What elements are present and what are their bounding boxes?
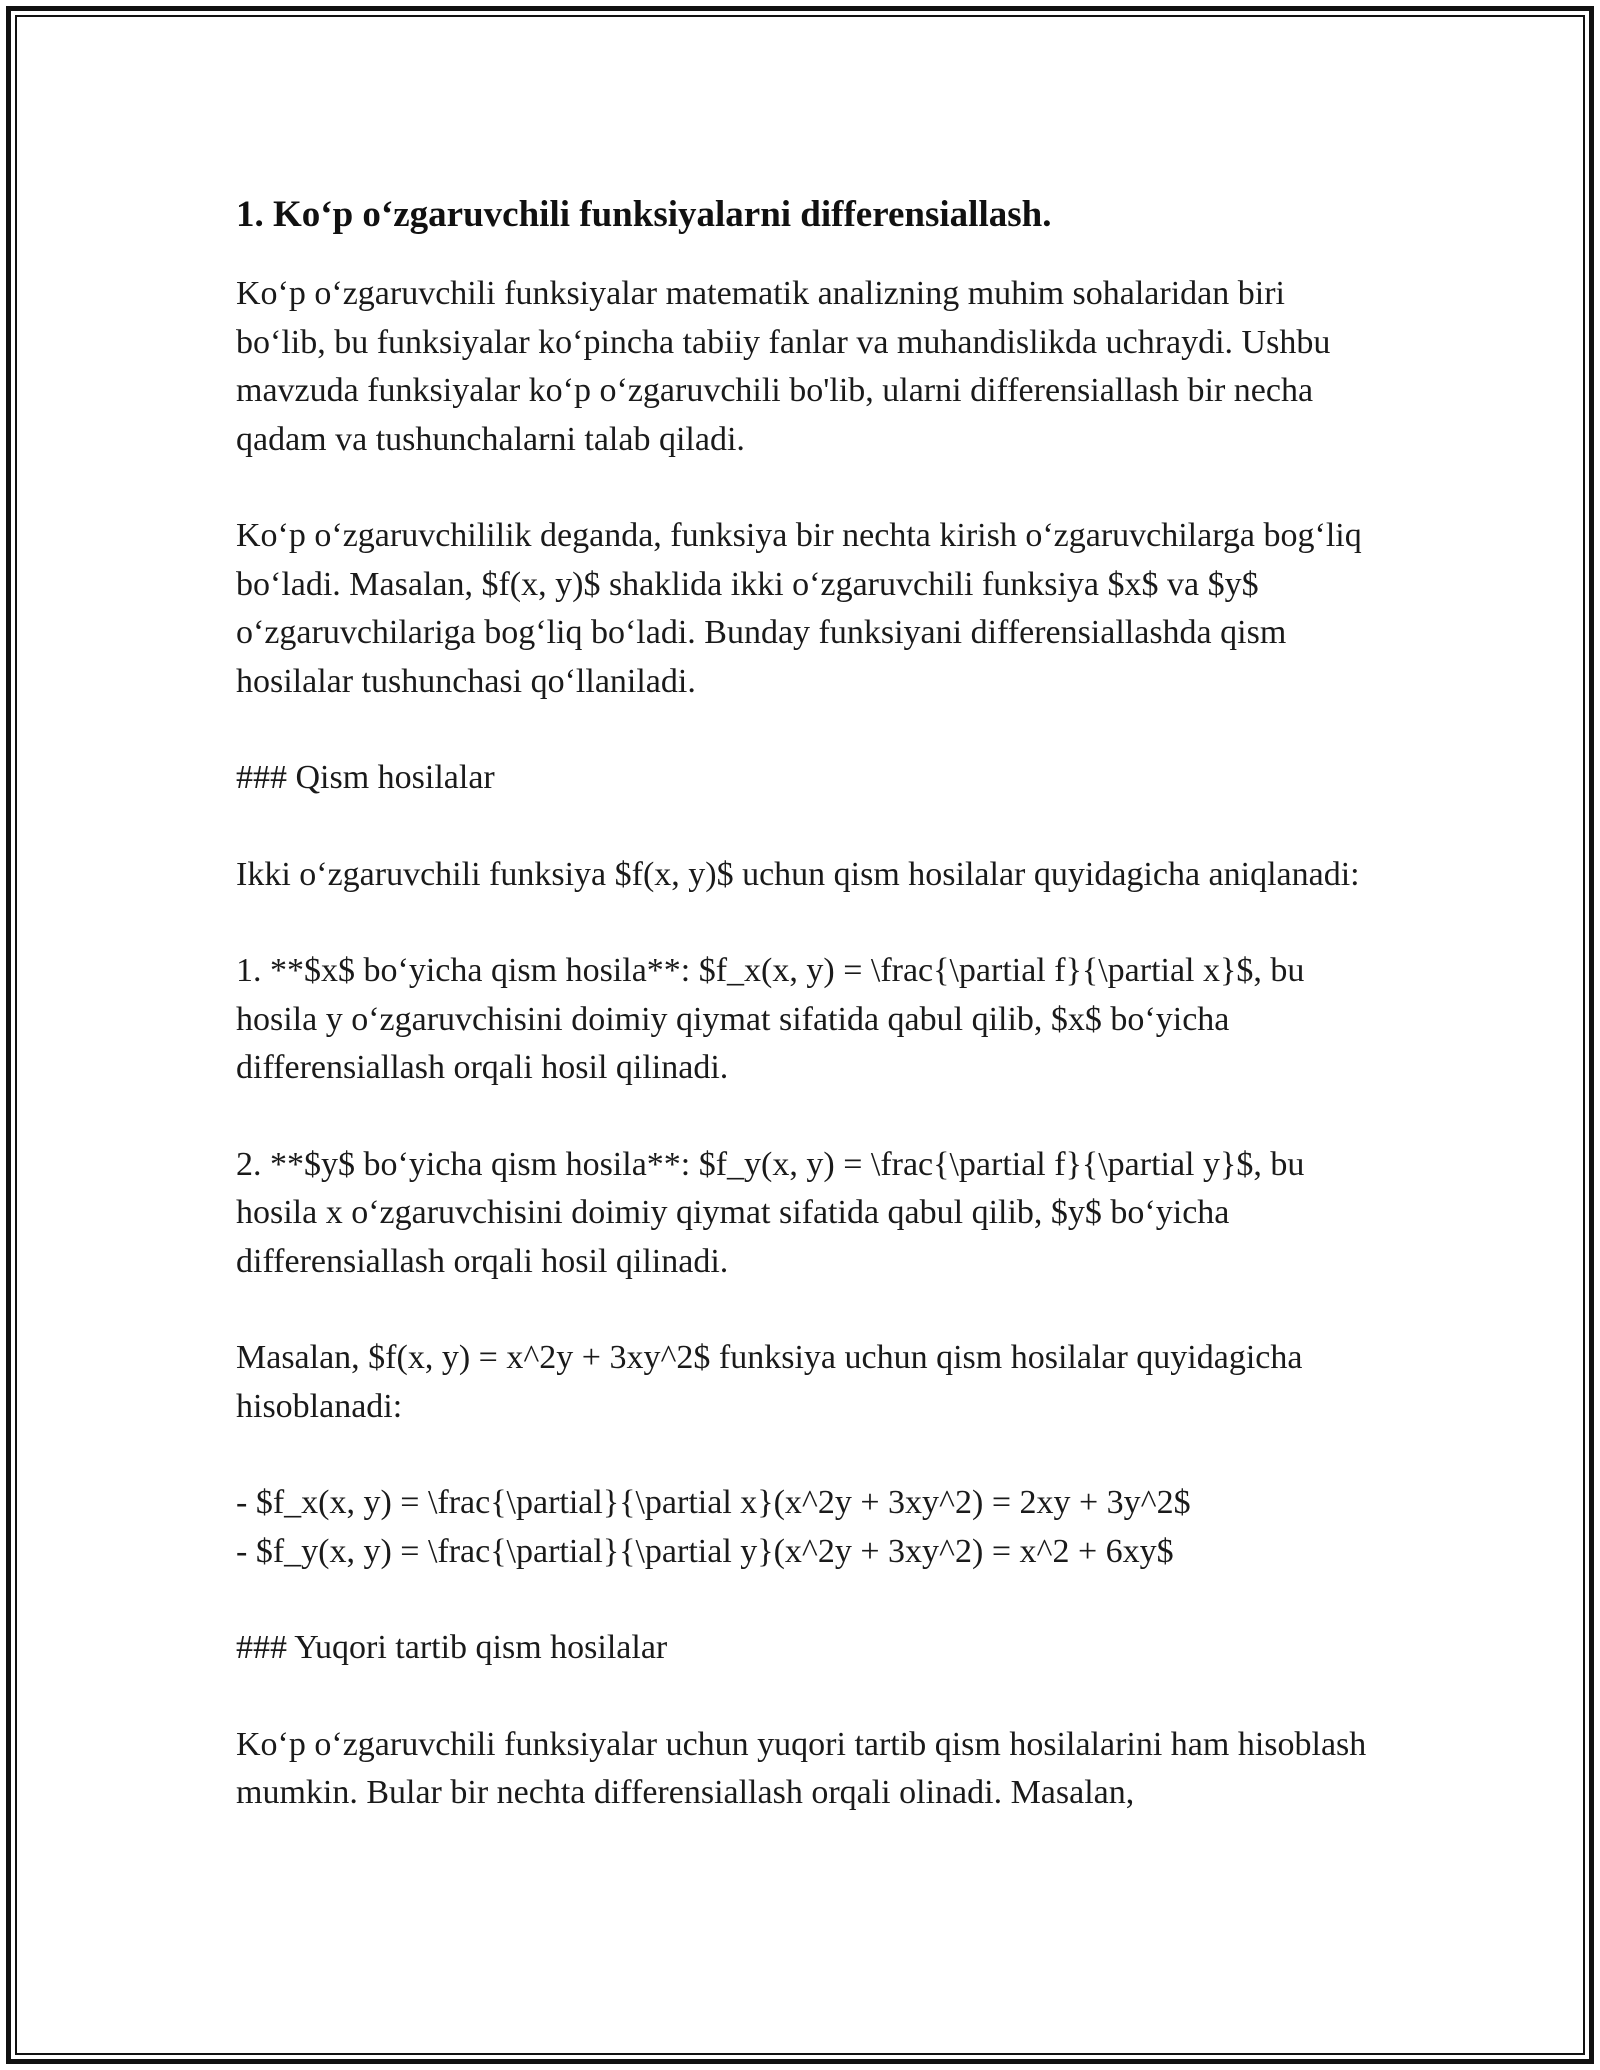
heading-higher-order: ### Yuqori tartib qism hosilalar — [236, 1629, 668, 1666]
heading-partial-derivatives: ### Qism hosilalar — [236, 759, 495, 796]
paragraph-example: Masalan, $f(x, y) = x^2y + 3xy^2$ funksiya uchun qism hosilalar quyidagicha hisoblanadi: — [236, 1339, 1303, 1425]
example-formulas: - $f_x(x, y) = \frac{\partial}{\partial x}(x^2y + 3xy^2) = 2xy + 3y^2$ - $f_y(x, y) = \frac{\partial}{\partial y}(x^2y + 3xy^2) = x^2 + 6xy$ — [236, 1484, 1191, 1570]
paragraph-multivariable: Ko‘p o‘zgaruvchililik deganda, funksiya bir nechta kirish o‘zgaruvchilarga bog‘liq bo‘ladi. Masalan, $f(x, y)$ shaklida ikki o‘zgaruvchili funksiya $x$ va $y$ o‘zgaruvchilariga bog‘liq bo‘ladi. Bunday funksiyani differensiallashda qism hosilalar tushunchasi qo‘llaniladi. — [236, 517, 1362, 700]
document-body — [236, 186, 1376, 1818]
document-title: 1. Ko‘p o‘zgaruvchili funksiyalarni differensiallash. — [236, 194, 1052, 235]
list-item-x-partial: 1. **$x$ bo‘yicha qism hosila**: $f_x(x, y) = \frac{\partial f}{\partial x}$, bu hosila y o‘zgaruvchisini doimiy qiymat sifatida qabul qilib, $x$ bo‘yicha differensiallash orqali hosil qilinadi. — [236, 952, 1305, 1086]
paragraph-higher-order: Ko‘p o‘zgaruvchili funksiyalar uchun yuqori tartib qism hosilalarini ham hisoblash mumkin. Bular bir nechta differensiallash orqali olinadi. Masalan, — [236, 1725, 1367, 1811]
paragraph-partial-definition: Ikki o‘zgaruvchili funksiya $f(x, y)$ uchun qism hosilalar quyidagicha aniqlanadi: — [236, 855, 1360, 893]
list-item-y-partial: 2. **$y$ bo‘yicha qism hosila**: $f_y(x, y) = \frac{\partial f}{\partial y}$, bu hosila x o‘zgaruvchisini doimiy qiymat sifatida qabul qilib, $y$ bo‘yicha differensiallash orqali hosil qilinadi. — [236, 1145, 1305, 1280]
paragraph-intro: Ko‘p o‘zgaruvchili funksiyalar matematik analizning muhim sohalaridan biri bo‘lib, bu funksiyalar ko‘pincha tabiiy fanlar va muhandislikda uchraydi. Ushbu mavzuda funksiyalar ko‘p o‘zgaruvchili bo'lib, ularni differensiallash bir necha qadam va tushunchalarni talab qiladi. — [236, 275, 1331, 458]
